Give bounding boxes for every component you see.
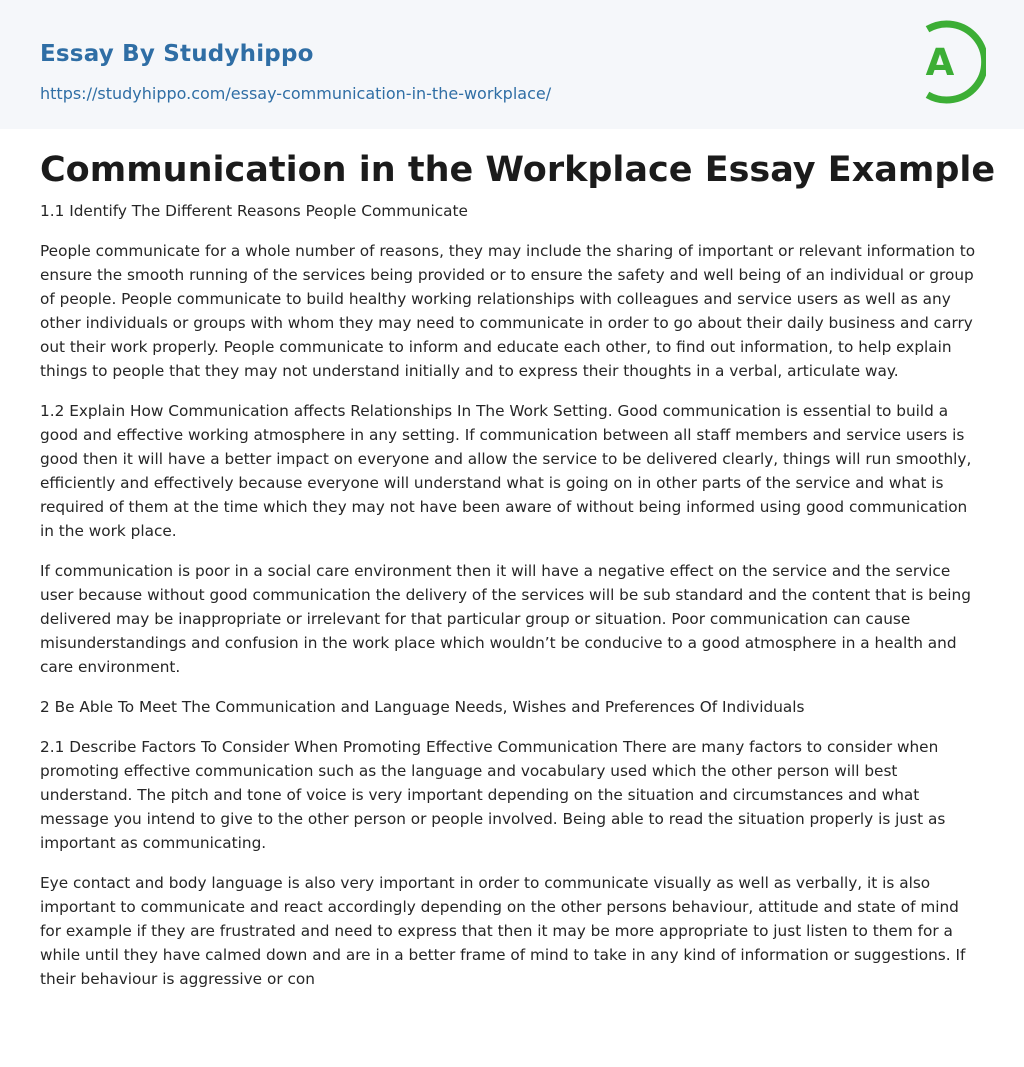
page-title: Communication in the Workplace Essay Example <box>40 150 996 190</box>
section-heading-2: 2 Be Able To Meet The Communication and Language Needs, Wishes and Preferences Of Individuals <box>40 698 805 716</box>
site-brand[interactable]: Essay By Studyhippo <box>40 41 314 67</box>
paragraph: 2.1 Describe Factors To Consider When Promoting Effective Communication There are many factors to consider when promoting effective communication such as the language and vocabulary used which the other person will best understand. The pitch and tone of voice is very important depending on the situation and circumstances and what message you intend to give to the other person or people involved. Being able to read the situation properly is just as important as communicating. <box>40 738 946 852</box>
logo-letter: A <box>925 41 955 84</box>
paragraph: People communicate for a whole number of reasons, they may include the sharing of important or relevant information to ensure the smooth running of the services being provided or to ensure the safety and well being of an individual or group of people. People communicate to build healthy working relationships with colleagues and service users as well as any other individuals or groups with whom they may need to communicate in order to go about their daily business and carry out their work properly. People communicate to inform and educate each other, to find out information, to help explain things to people that they may not understand initially and to express their thoughts in a verbal, articulate way. <box>40 242 976 380</box>
paragraph: Eye contact and body language is also very important in order to communicate visually as well as verbally, it is also important to communicate and react accordingly depending on the other persons behaviour, attitude and state of mind for example if they are frustrated and need to express that then it may be more appropriate to just listen to them for a while until they have calmed down and are in a better frame of mind to take in any kind of information or suggestions. If their behaviour is aggressive or con <box>40 874 966 988</box>
section-heading-1-1: 1.1 Identify The Different Reasons People Communicate <box>40 202 468 220</box>
paragraph: 1.2 Explain How Communication affects Relationships In The Work Setting. Good communication is essential to build a good and effective working atmosphere in any setting. If communication between all staff members and service users is good then it will have a better impact on everyone and allow the service to be delivered clearly, things will run smoothly, efficiently and effectively because everyone will understand what is going on in other parts of the service and what is required of them at the time which they may not have been aware of without being informed using good communication in the work place. <box>40 402 972 540</box>
paragraph: If communication is poor in a social care environment then it will have a negative effect on the service and the service user because without good communication the delivery of the services will be sub standard and the content that is being delivered may be inappropriate or irrelevant for that particular group or situation. Poor communication can cause misunderstandings and confusion in the work place which wouldn’t be conducive to a good atmosphere in a health and care environment. <box>40 562 971 676</box>
studyhippo-logo-icon[interactable] <box>912 19 986 105</box>
site-header <box>0 0 1024 129</box>
article <box>0 129 1024 991</box>
essay-url-link[interactable]: https://studyhippo.com/essay-communication-in-the-workplace/ <box>40 84 552 103</box>
